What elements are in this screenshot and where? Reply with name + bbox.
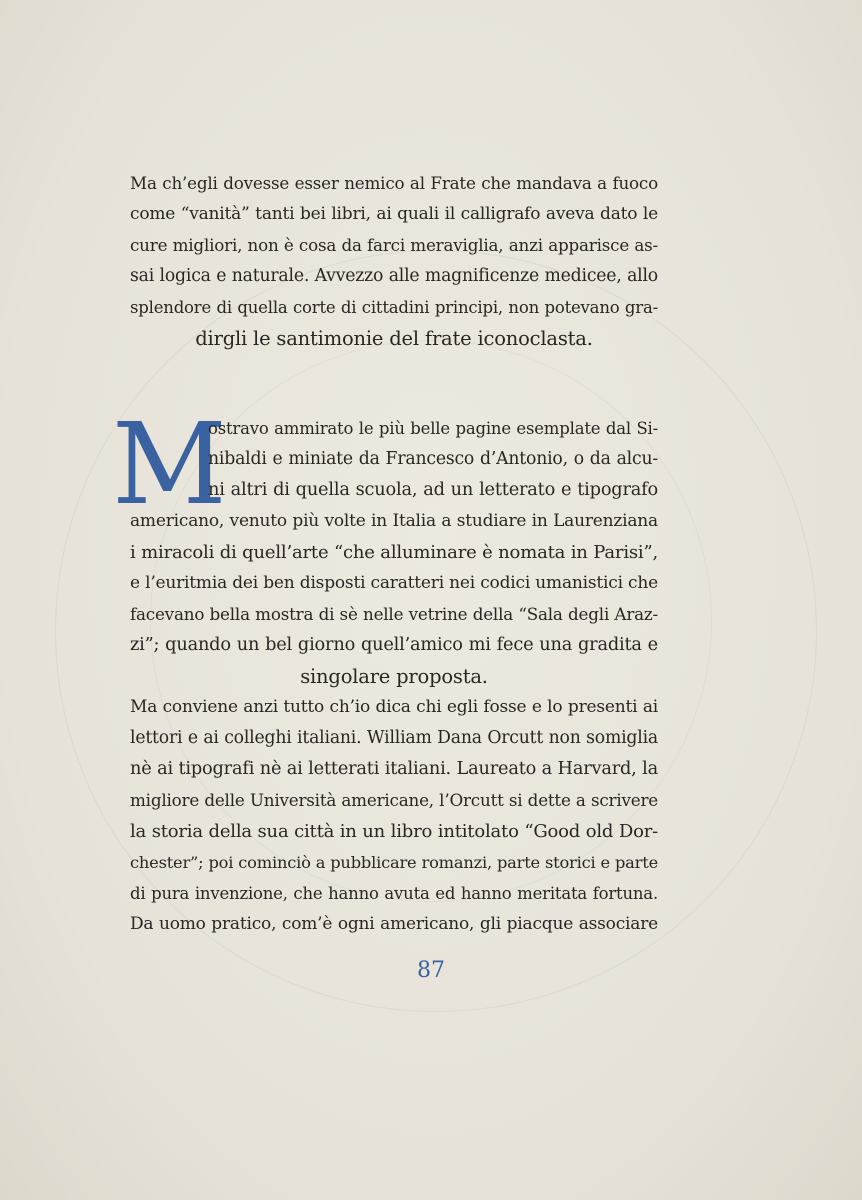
text-line: splendore di quella corte di cittadini principi, non potevano gra- (130, 298, 658, 317)
text-line: la storia della sua città in un libro intitolato “Good old Dor- (130, 821, 658, 842)
text-line: ostravo ammirato le più belle pagine esemplate dal Si- (208, 419, 658, 438)
text-line: migliore delle Università americane, l’Orcutt si dette a scrivere (130, 790, 658, 810)
text-line: lettori e ai colleghi italiani. William Dana Orcutt non somiglia (130, 728, 658, 748)
text-line: Ma conviene anzi tutto ch’io dica chi egli fosse e lo presenti ai (130, 697, 658, 717)
text-line: chester”; poi cominciò a pubblicare romanzi, parte storici e parte (130, 853, 658, 872)
drop-cap: M (112, 400, 227, 530)
text-line-last: singolare proposta. (300, 665, 488, 688)
text-line-last: dirgli le santimonie del frate iconoclasta. (195, 327, 593, 350)
text-line: Da uomo pratico, com’è ogni americano, gli piacque associare (130, 914, 658, 934)
text-line: di pura invenzione, che hanno avuta ed hanno meritata fortuna. (130, 884, 658, 903)
text-line: e l’euritmia dei ben disposti caratteri nei codici umanistici che (130, 573, 658, 593)
text-line: zi”; quando un bel giorno quell’amico mi fece una gradita e (130, 635, 658, 655)
text-line: facevano bella mostra di sè nelle vetrine della “Sala degli Araz- (130, 604, 658, 624)
text-line: nibaldi e miniate da Francesco d’Antonio, o da alcu- (208, 449, 658, 469)
text-line: cure migliori, non è cosa da farci meraviglia, anzi apparisce as- (130, 235, 658, 255)
text-line: ni altri di quella scuola, ad un letterato e tipografo (208, 480, 658, 500)
text-line: sai logica e naturale. Avvezzo alle magnificenze medicee, allo (130, 266, 658, 286)
text-line: i miracoli di quell’arte “che alluminare è nomata in Parisi”, (130, 542, 658, 563)
text-line: come “vanità” tanti bei libri, ai quali il calligrafo aveva dato le (130, 204, 658, 224)
text-line: nè ai tipografi nè ai letterati italiani. Laureato a Harvard, la (130, 759, 658, 779)
text-line: Ma ch’egli dovesse esser nemico al Frate che mandava a fuoco (130, 173, 658, 193)
text-line: americano, venuto più volte in Italia a studiare in Laurenziana (130, 511, 658, 531)
page-number: 87 (417, 958, 445, 983)
